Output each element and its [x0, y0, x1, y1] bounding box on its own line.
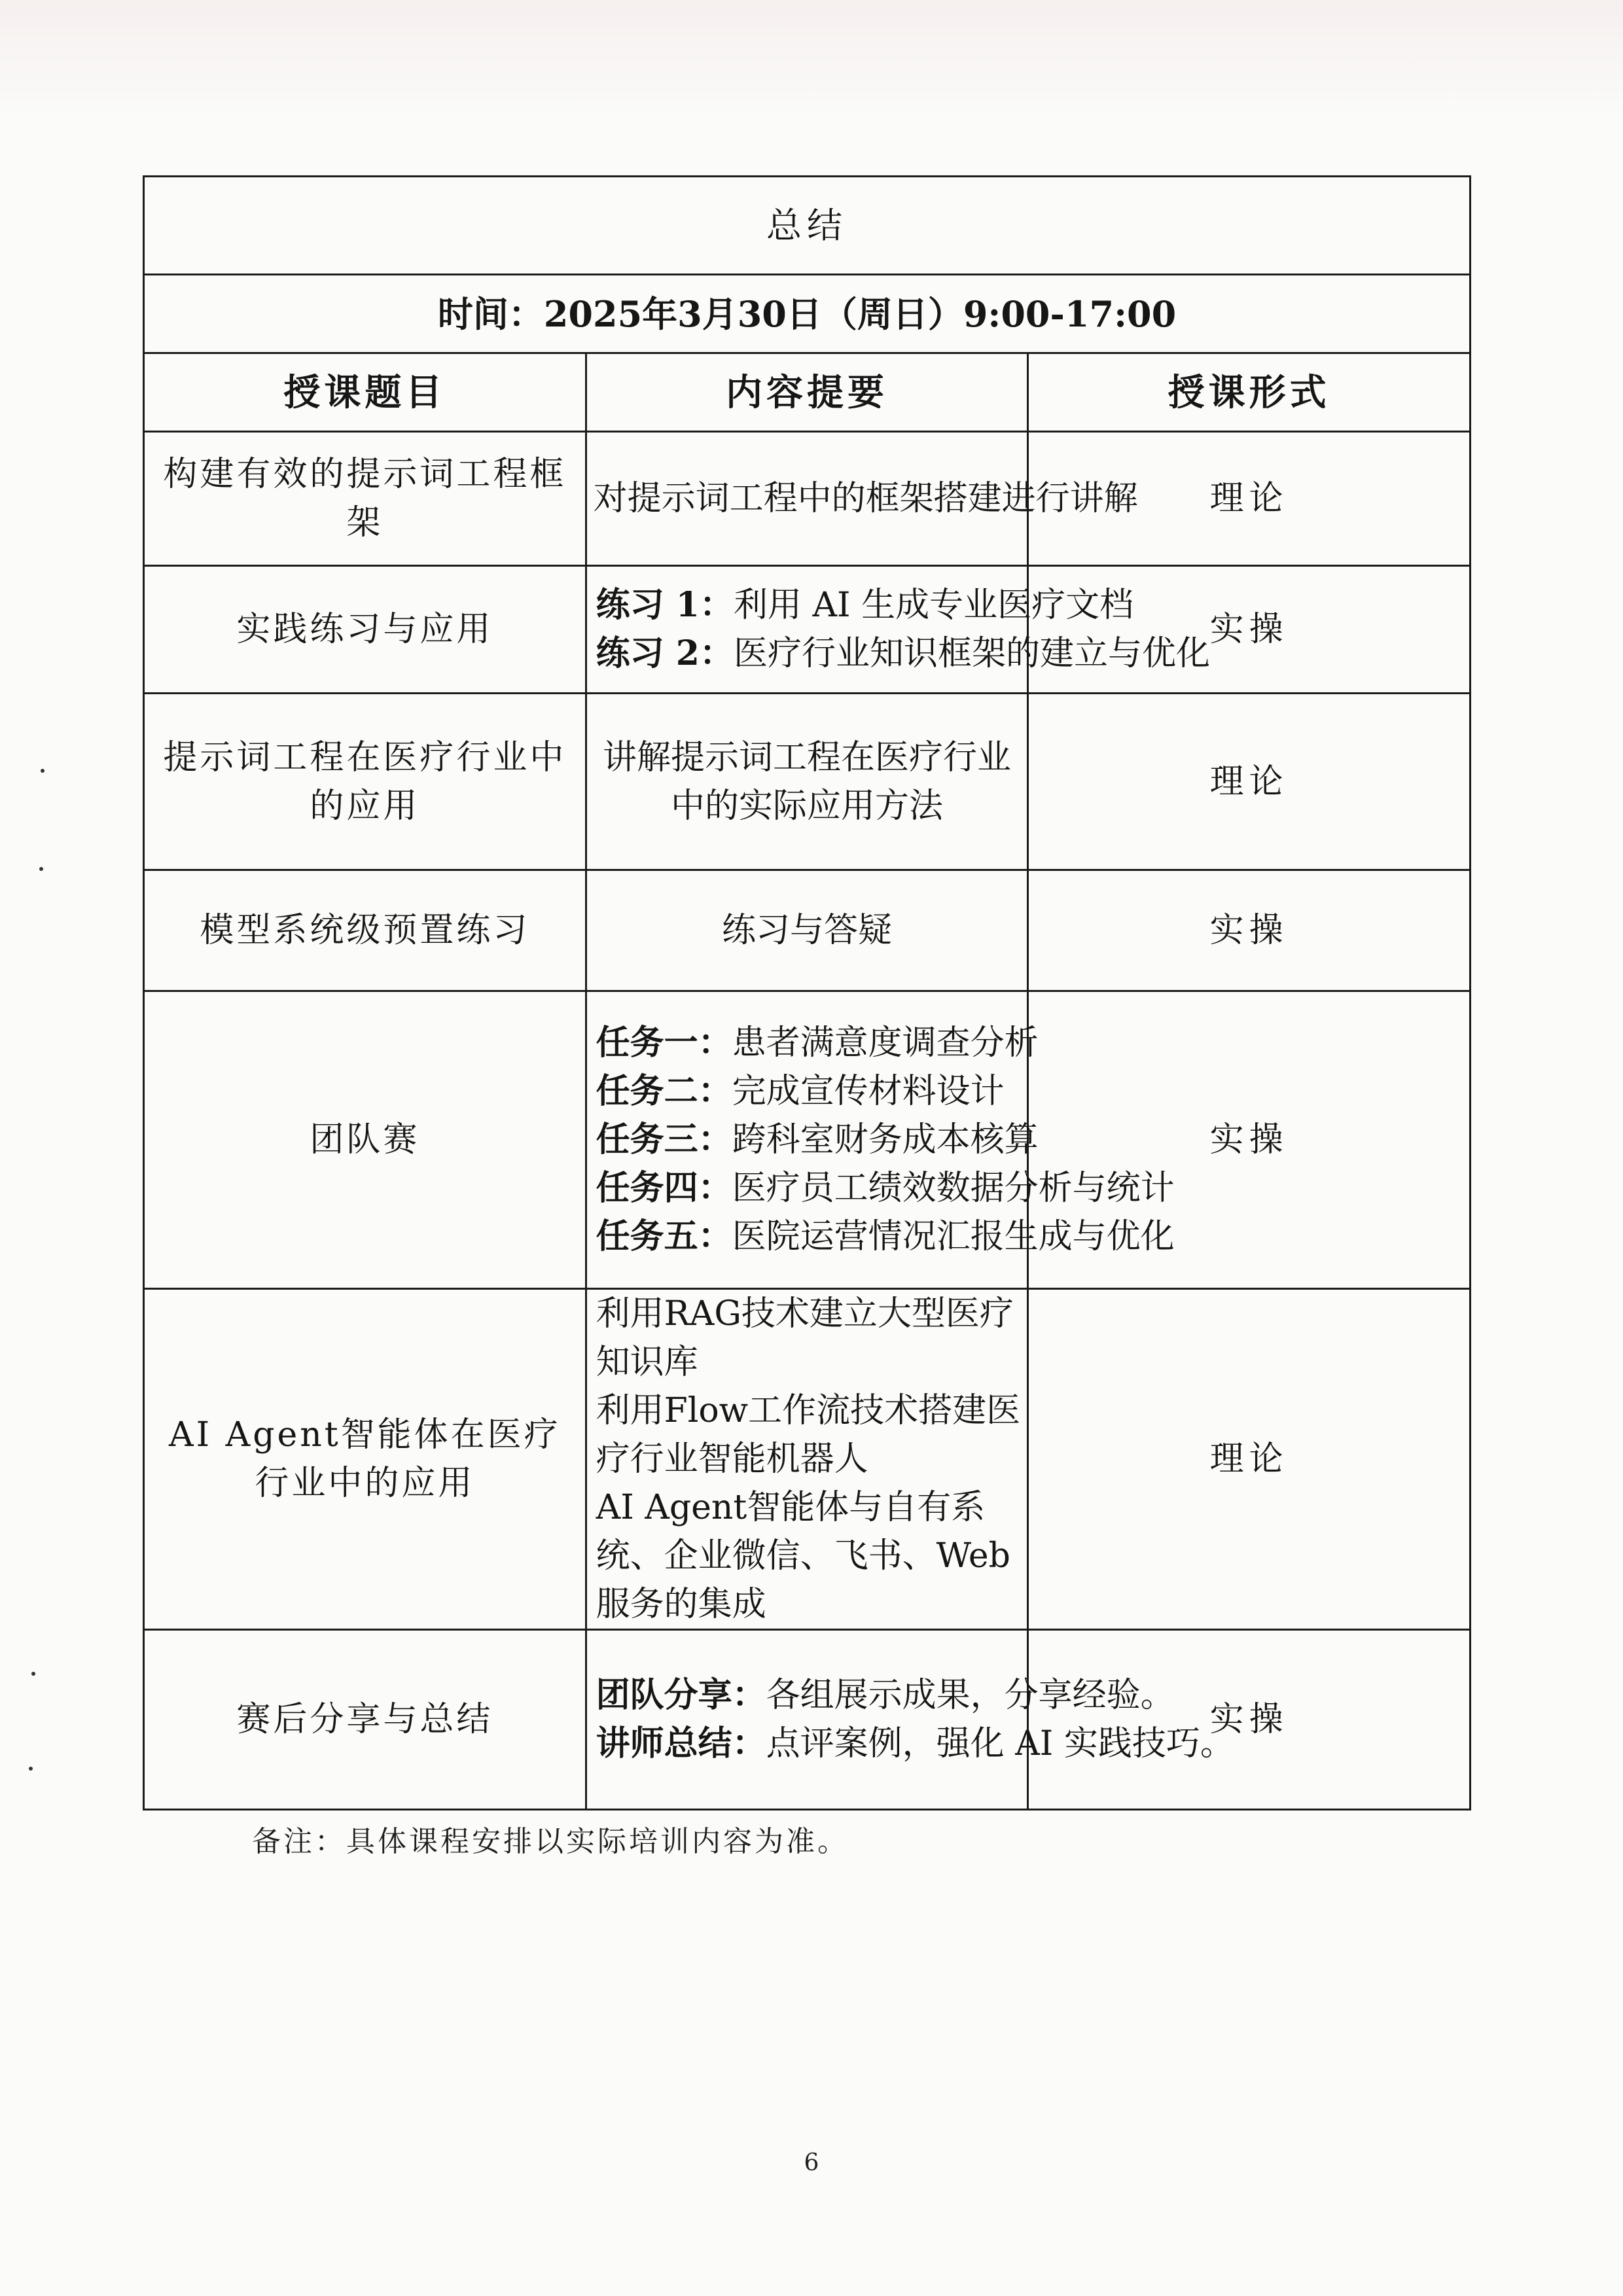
row-topic: 赛后分享与总结 [144, 1630, 586, 1810]
table-title: 总结 [144, 177, 1471, 275]
item-label: 任务一： [596, 1023, 732, 1063]
table-row [144, 566, 1471, 694]
scan-speck [29, 1767, 33, 1771]
table-row [144, 870, 1471, 991]
page-number: 6 [804, 2149, 819, 2176]
item-text: 医疗员工绩效数据分析与统计 [732, 1169, 1175, 1208]
content-line: AI Agent智能体与自有系统、企业微信、飞书、Web服务的集成 [596, 1488, 1010, 1624]
content-line [596, 1212, 1175, 1261]
row-content [586, 432, 1138, 566]
item-label: 讲师总结： [596, 1723, 766, 1763]
item-text: 医院运营情况汇报生成与优化 [732, 1217, 1175, 1256]
content-line [596, 1720, 1234, 1768]
course-schedule-table [143, 175, 1471, 1810]
row-form: 实操 [1028, 991, 1471, 1289]
item-text: 患者满意度调查分析 [732, 1023, 1039, 1063]
item-label: 任务三： [596, 1120, 732, 1159]
row-form: 实操 [1028, 566, 1471, 694]
item-text: 点评案例，强化 AI 实践技巧。 [766, 1724, 1234, 1763]
header-form: 授课形式 [1028, 353, 1471, 432]
item-text: 利用 AI 生成专业医疗文档 [733, 586, 1134, 625]
row-topic: AI Agent智能体在医疗行业中的应用 [144, 1289, 586, 1630]
row-content [586, 1289, 1028, 1630]
item-text: 各组展示成果，分享经验。 [766, 1676, 1175, 1715]
table-row [144, 991, 1471, 1289]
content-line: 利用RAG技术建立大型医疗知识库 [596, 1294, 1014, 1382]
table-row [144, 432, 1471, 566]
table-title-row [144, 177, 1471, 275]
content-line [596, 1067, 1021, 1116]
content-line [596, 1019, 1039, 1067]
item-text: 医疗行业知识框架的建立与优化 [733, 634, 1210, 673]
item-label: 任务四： [596, 1168, 732, 1208]
item-label: 练习 2： [596, 633, 734, 673]
table-time-row [144, 275, 1471, 353]
row-topic: 模型系统级预置练习 [144, 870, 586, 991]
scan-speck [41, 769, 45, 773]
content-line [596, 581, 1134, 629]
item-label: 团队分享： [596, 1675, 766, 1715]
table-header-row [144, 353, 1471, 432]
row-topic: 团队赛 [144, 991, 586, 1289]
content-line [596, 1164, 1175, 1212]
item-label: 任务五： [596, 1216, 732, 1256]
table-row [144, 1630, 1471, 1810]
content-line: 练习与答疑 [721, 911, 892, 950]
row-content [586, 991, 1175, 1289]
content-line: 对提示词工程中的框架搭建进行讲解 [593, 479, 1138, 518]
item-text: 完成宣传材料设计 [732, 1072, 1005, 1111]
content-line [596, 1116, 1039, 1164]
row-form: 理论 [1028, 694, 1471, 870]
scan-speck [31, 1672, 35, 1676]
header-topic: 授课题目 [144, 353, 586, 432]
row-form: 实操 [1028, 1630, 1471, 1810]
row-content [586, 870, 1028, 991]
item-label: 任务二： [596, 1071, 732, 1111]
row-form: 理论 [1028, 432, 1471, 566]
content-line [596, 629, 1210, 678]
content-line [596, 1671, 1175, 1720]
row-form: 理论 [1028, 1289, 1471, 1630]
header-content: 内容提要 [586, 353, 1028, 432]
row-topic: 提示词工程在医疗行业中的应用 [144, 694, 586, 870]
row-topic: 实践练习与应用 [144, 566, 586, 694]
table-row [144, 694, 1471, 870]
item-text: 跨科室财务成本核算 [732, 1120, 1039, 1159]
scan-speck [39, 867, 43, 871]
row-form: 实操 [1028, 870, 1471, 991]
content-line: 讲解提示词工程在医疗行业中的实际应用方法 [602, 737, 1011, 826]
table-row [144, 1289, 1471, 1630]
row-content [586, 694, 1028, 870]
row-content [586, 566, 1210, 694]
row-content [586, 1630, 1234, 1810]
content-line: 利用Flow工作流技术搭建医疗行业智能机器人 [596, 1391, 1021, 1479]
row-topic: 构建有效的提示词工程框架 [144, 432, 586, 566]
item-label: 练习 1： [596, 585, 734, 625]
session-time: 时间：2025年3月30日（周日）9:00-17:00 [144, 275, 1471, 353]
footnote: 备注：具体课程安排以实际培训内容为准。 [252, 1825, 849, 1858]
